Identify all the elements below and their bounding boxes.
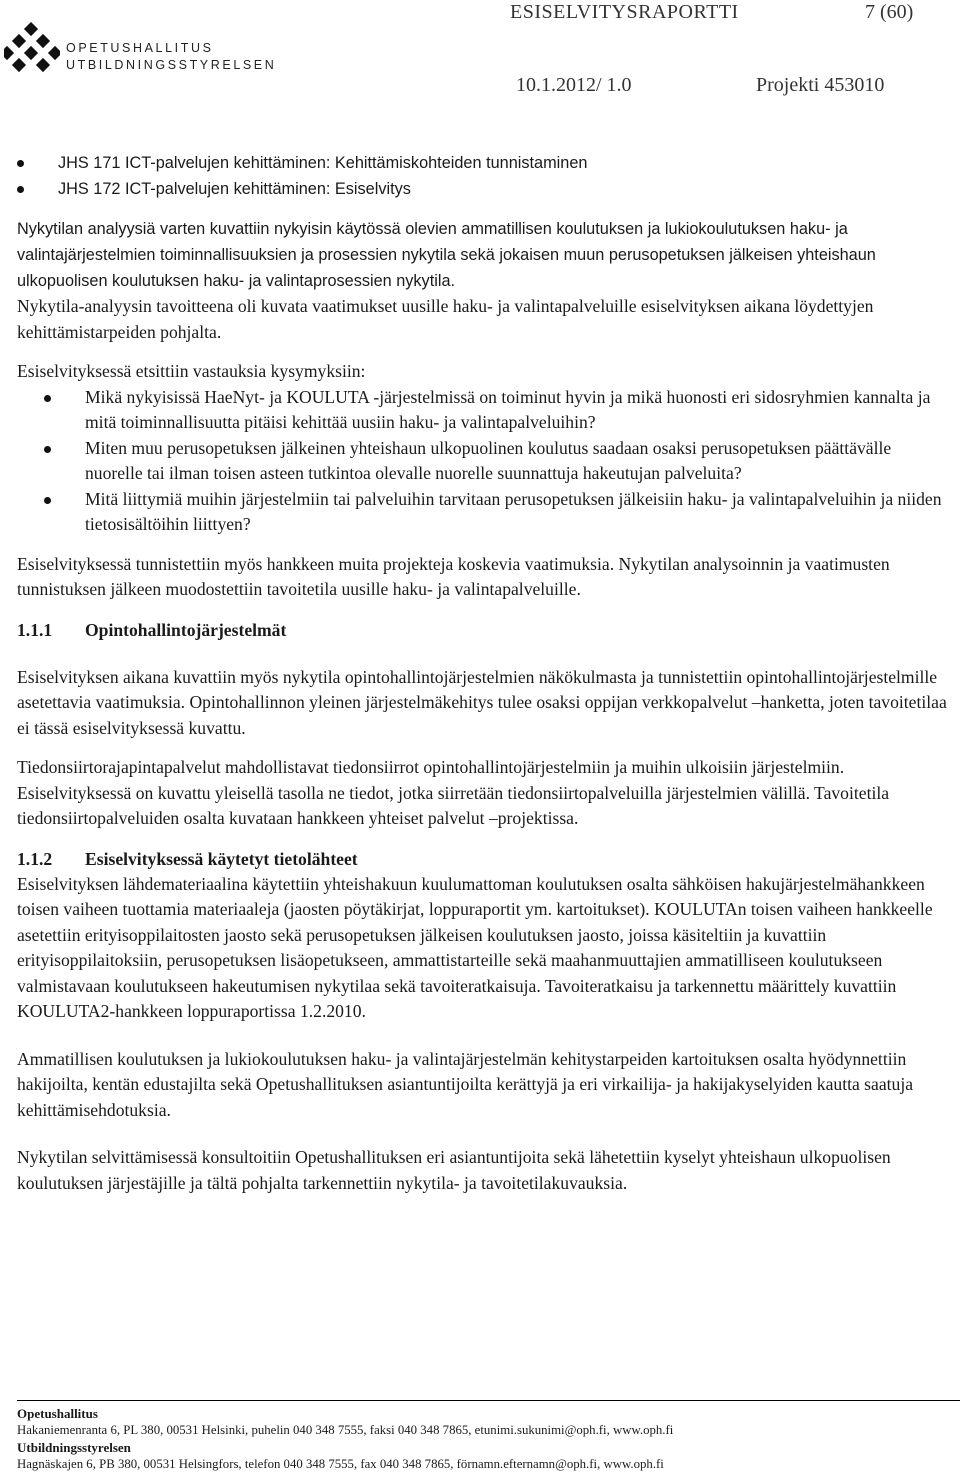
paragraph-sources-1: Esiselvityksen lähdemateriaalina käytettiin yhteishakuun kuulumattoman koulutuksen osalta sähköisen hakujärjestelmähankkeen toisen vaiheen tuottamia materiaaleja (jaosten pöytäkirjat, loppuraportit ym. kartoitukset). KOULUTAn toisen vaiheen hankkeelle asetettiin erityisoppilaitosten jaosto sekä perusopetuksen jälkeisen koulutuksen jaosto, joissa käsiteltiin ja kuvattiin erityisoppilaitoksiin, perusopetuksen lisäopetukseen, ammattistarteille sekä maahanmuuttajien ammatilliseen koulutukseen valmistavaan koulutukseen hakeutumisen nykytilaa sekä tavoiteratkaisuja. Tavoiteratkaisu ja tarkennettu määrittely kuvattiin KOULUTA2-hankkeen loppuraportissa 1.2.2010.	[17, 873, 933, 1021]
bullet-icon	[44, 497, 51, 504]
page-number: 7 (60)	[865, 1, 914, 23]
bullet-list-questions	[85, 385, 947, 538]
footer-address-sv: Hagnäskajen 6, PB 380, 00531 Helsingfors, telefon 040 348 7555, fax 040 348 7865, förnamn.efternamn@oph.fi, www.oph.fi	[17, 1457, 664, 1471]
section-number: 1.1.2	[17, 848, 53, 869]
list-item: Mikä nykyisissä HaeNyt- ja KOULUTA -järjestelmissä on toiminut hyvin ja mikä huonosti eri sidosryhmien kannalta ja mitä toiminnallisuutta pitäisi kehittää uusiin haku- ja valintapalveluihin?	[85, 385, 947, 436]
project-number: Projekti 453010	[756, 74, 885, 96]
paragraph-sources-2: Ammatillisen koulutuksen ja lukiokoulutuksen haku- ja valintajärjestelmän kehitystarpeiden kartoituksen osalta hyödynnettiin hakijoilta, kentän edustajilta sekä Opetushallituksen asiantuntijoilta kerättyjä ja eri virkailija- ja hakijakyselyiden kautta saatuja kehittämisehdotuksia.	[17, 1048, 914, 1120]
opetushallitus-logo-icon	[4, 22, 60, 78]
list-item: Mitä liittymiä muihin järjestelmiin tai palveluihin tarvitaan perusopetuksen jälkeisiin haku- ja valintapalveluihin ja niiden tietosisältöihin liittyen?	[85, 487, 947, 538]
footer	[17, 1405, 957, 1473]
paragraph-opintohallinto-1: Esiselvityksen aikana kuvattiin myös nykytila opintohallintojärjestelmien näkökulmasta ja tunnistettiin opintohallintojärjestelmille asetettavia vaatimuksia. Opintohallinnon yleinen järjestelmäkehitys tulee osaksi oppijan verkkopalvelut –hanketta, joten tavoitetilaa ei tässä esiselvityksessä kuvattu.	[17, 666, 947, 738]
paragraph-other-projects: Esiselvityksessä tunnistettiin myös hankkeen muita projekteja koskevia vaatimuksia. Nykytilan analysoinnin ja vaatimusten tunnistuksen jälkeen muodostettiin tavoitetila uusille haku- ja valintapalveluille.	[17, 553, 890, 599]
section-title: Esiselvityksessä käytetyt tietolähteet	[85, 848, 358, 869]
list-item: Miten muu perusopetuksen jälkeinen yhteishaun ulkopuolinen koulutus saadaan osaksi perusopetuksen päättävälle nuorelle tai ilman toisen asteen tutkintoa olevalle nuorelle suunnattuja hakeutujan palveluita?	[85, 436, 947, 487]
paragraph-questions-intro: Esiselvityksessä etsittiin vastauksia kysymyksiin:	[17, 361, 366, 381]
footer-org-sv: Utbildningsstyrelsen	[17, 1440, 131, 1455]
bullet-icon	[44, 446, 51, 453]
logo-org-name-fi: OPETUSHALLITUS	[66, 41, 214, 55]
document-body	[17, 150, 947, 1196]
section-heading-1-1-1	[17, 617, 947, 643]
section-heading-1-1-2	[17, 846, 947, 872]
paragraph-sources-3: Nykytilan selvittämisessä konsultoitiin Opetushallituksen eri asiantuntijoita sekä lähetettiin kyselyt yhteishaun ulkopuolisen koulutuksen järjestäjille ja tältä pohjalta tarkennettiin nykytila- ja tavoitetilakuvauksia.	[17, 1147, 891, 1193]
footer-org-fi: Opetushallitus	[17, 1406, 98, 1421]
report-title: ESISELVITYSRAPORTTI	[510, 1, 739, 23]
footer-divider	[17, 1400, 960, 1401]
paragraph-analysis-goal: Nykytila-analyysin tavoitteena oli kuvata vaatimukset uusille haku- ja valintapalveluille esiselvityksen aikana löydettyjen kehittämistarpeiden pohjalta.	[17, 296, 874, 342]
paragraph-opintohallinto-2: Tiedonsiirtorajapintapalvelut mahdollistavat tiedonsiirrot opintohallintojärjestelmiin ja muihin ulkoisiin järjestelmiin. Esiselvityksessä on kuvattu yleisellä tasolla ne tiedot, jotka siirretään tiedonsiirtopalveluilla järjestelmien välillä. Tavoitetila tiedonsiirtopalveluiden osalta kuvataan hankkeen yhteiset palvelut –projektissa.	[17, 757, 890, 828]
version-date: 10.1.2012/ 1.0	[516, 74, 632, 96]
bullet-list-standards	[58, 150, 947, 202]
footer-address-fi: Hakaniemenranta 6, PL 380, 00531 Helsinki, puhelin 040 348 7555, faksi 040 348 7865, etunimi.sukunimi@oph.fi, www.oph.fi	[17, 1423, 674, 1437]
list-item: JHS 171 ICT-palvelujen kehittäminen: Kehittämiskohteiden tunnistaminen	[58, 150, 947, 176]
list-item: JHS 172 ICT-palvelujen kehittäminen: Esiselvitys	[58, 176, 947, 202]
logo-org-name-sv: UTBILDNINGSSTYRELSEN	[66, 58, 277, 72]
section-title: Opintohallintojärjestelmät	[85, 619, 287, 640]
section-number: 1.1.1	[17, 619, 53, 640]
bullet-icon	[17, 186, 24, 193]
paragraph-current-state: Nykytilan analyysiä varten kuvattiin nykyisin käytössä olevien ammatillisen koulutuksen ja lukiokoulutuksen haku- ja valintajärjestelmien toiminnallisuuksien ja prosessien nykytila sekä jokaisen muun perusopetuksen jälkeisen yhteishaun ulkopuolisen koulutuksen haku- ja valintaprosessien nykytila.	[17, 220, 876, 290]
bullet-icon	[17, 160, 24, 167]
bullet-icon	[44, 395, 51, 402]
